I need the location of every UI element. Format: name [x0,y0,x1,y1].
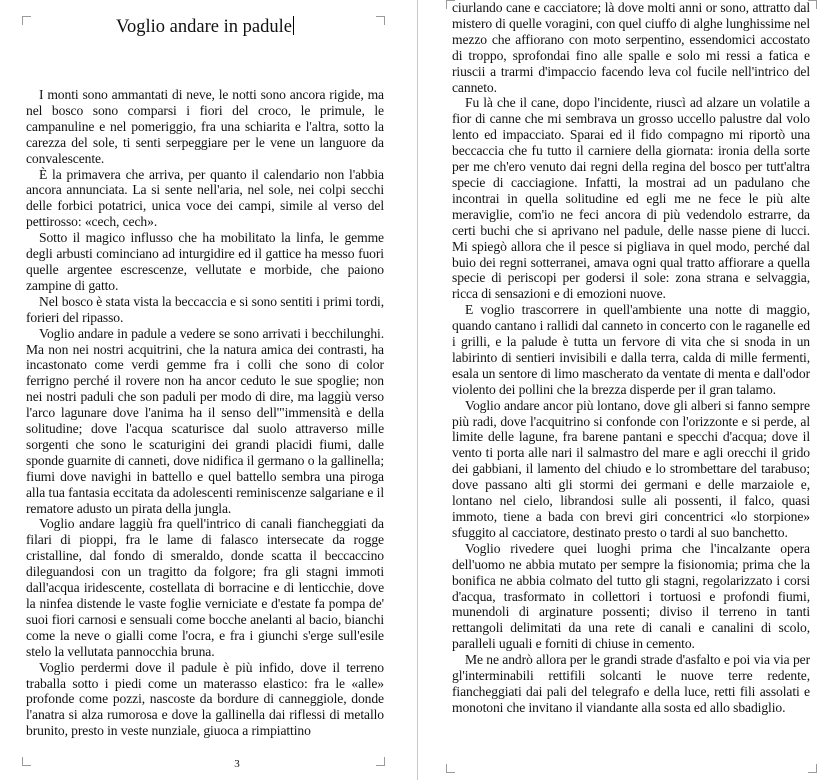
paragraph: Fu là che il cane, dopo l'incidente, riuscì ad alzare un volatile a fior di canne che mi sembrava un grosso uccello palustre dal volo lento ed impacciato. Sparai ed il fido compagno mi riportò una beccaccia che fu tutto il carniere della giornata: ironia della sorte per me ch'ero venuto dai regni della regina del bosco per tutt'altra specie di cacciagione. Infatti, la mostrai ad un padulano che incontrai in quella solitudine ed egli me ne fece le più alte meraviglie, com'io ne feci ancora di più vedendolo estrarre, da certi buchi che si aprivano nel padule, delle nasse piene di lucci. Mi spiegò allora che il pesce si pigliava in quel modo, perché dal buio dei regni sotterranei, amava ogni qual tratto affiorare a quella specie di periscopi per godersi il sole: zona strana e selvaggia, ricca di sensazioni e di emozioni nuove. [452,95,810,302]
paragraph: E voglio trascorrere in quell'ambiente una notte di maggio, quando cantano i rallidi dal canneto in concerto con le raganelle ed i grilli, e la palude è tutta un fervore di vita che si snoda in un labirinto di sentieri invisibili e dalla terra, calda di mille fermenti, esala un sentore di limo mascherato da ventate di menta e dall'odor violento dei pollini che la brezza disperde per il gran talamo. [452,302,810,397]
paragraph: I monti sono ammantati di neve, le notti sono ancora rigide, ma nel bosco sono comparsi i fiori del croco, le primule, le campanuline e nel pomeriggio, fra una schiarita e l'altra, sotto la carezza del sole, ti senti serpeggiare per le vene un languore da convalescente. [26,87,384,166]
paragraph: È la primavera che arriva, per quanto il calendario non l'abbia ancora annunciata. La si sente nell'aria, nel sole, nei colpi secchi delle forbici potatrici, unica voce dei campi, simile al verso del pettirosso: «cech, cech». [26,166,384,230]
text-cursor [293,16,294,35]
paragraph: Sotto il magico influsso che ha mobilitato la linfa, le gemme degli arbusti cominciano ad inturgidire ed il gattice ha messo fuori quelle argentee escrescenze, vellutate e morbide, che paiono zampine di gatto. [26,230,384,293]
paragraph: Voglio rivedere quei luoghi prima che l'incalzante opera dell'uomo ne abbia mutato per sempre la fisionomia; prima che la bonifica ne abbia colmato del tutto gli stagni, regolarizzato i corsi d'acqua, trasformato in collettori i tortuosi e profondi fiumi, munendoli di arginature possenti; diviso il terreno in tanti rettangoli delimitati da una rete di canali e canalini di scolo, paralleli uguali e forniti di chiuse in cemento. [452,540,810,652]
page-number: 3 [234,758,240,770]
paragraph: Voglio andare laggiù fra quell'intrico di canali fiancheggiati da filari di pioppi, fra le lame di falasco intersecate da rogge cristalline, dal fondo di smeraldo, donde scatta il beccaccino dileguandosi con un tragitto da folgore; fra gli stagni immoti dall'acqua iridescente, costellata di borracine e di lenticchie, dove la ninfea distende le vaste foglie verniciate e d'estate fa pompa de' suoi fiori carnosi e sensuali come bocche anelanti al bacio, bianchi come la neve o gialli come l'ocra, e fra i giunchi s'erge sull'esile stelo la vellutata pannocchia bruna. [26,516,384,659]
margin-corner-mark [808,764,817,773]
paragraph: Voglio perdermi dove il padule è più infido, dove il terreno traballa sotto i piedi come un materasso elastico: fra le «alle» profonde come pozzi, nascoste da bordure di canneggiole, donde l'anatra si alza rumorosa e dove la gallinella dai riflessi di metallo brunito, presto in veste nunziale, giuoca a rimpiattino [26,659,384,739]
paragraph: Voglio andare in padule a vedere se sono arrivati i becchilunghi. Ma non nei nostri acquitrini, che la natura amica dei contrasti, ha incastonato come verdi gemme fra i colli che sono di color ferrigno perché il rovere non ha ancor ceduto le sue spoglie; non nei nostri paduli che son paduli per modo di dire, ma laggiù verso l'arco lagunare dove l'anima ha il senso dell'"immensità e della solitudine; dove l'acqua scaturisce dal suolo attraverso mille sorgenti che sono le scaturigini dei grandi placidi fiumi, dalle sponde guarnite di canneti, dove nidifica il germano o la gallinella; fiumi dove navighi in battello e quel battello sembra una piroga alla tua fantasia eccitata da adolescenti reminiscenze salgariane e il rematore adusto un pirata della jungla. [26,325,384,516]
right-text-column[interactable] [452,0,810,716]
margin-corner-mark [446,764,455,773]
document-title[interactable] [0,16,410,38]
paragraph: Voglio andare ancor più lontano, dove gli alberi si fanno sempre più radi, dove l'acquitrino si confonde con l'orizzonte e si perde, al limite delle lagune, fra barene pantani e specchi d'acqua; dove il vento ti porta alle nari il salmastro del mare e agli orecchi il grido dei gabbiani, il lamento del chiudo e lo strombettare del tarabuso; dove passano alti gli stormi dei germani e delle marzaiole e, lontano nel cielo, librandosi sulle ali possenti, il falco, quasi immoto, tiene a bada con brevi giri concentrici «lo storpione» sfuggito al cacciatore, destinato presto o tardi al suo banchetto. [452,397,810,540]
left-text-column[interactable] [26,87,384,739]
paragraph: Me ne andrò allora per le grandi strade d'asfalto e poi via via per gl'interminabili rettifili solcanti le nuove terre redente, fiancheggiati dai pali del telegrafo e della luce, retti fili assolati e monotoni che invitano il viandante alla sosta ed allo sbadiglio. [452,652,810,715]
document-title-text: Voglio andare in padule [116,17,292,37]
paragraph-continued: ciurlando cane e cacciatore; là dove molti anni or sono, attratto dal mistero di quelle voragini, con quel ciuffo di alghe lunghissime nel mezzo che affiorano con moto serpentino, essendomici accostato di troppo, sprofondai fino alle spalle e solo mi ressi a fatica e riuscii a trarmi d'impaccio facendo leva col fucile nell'intrico del canneto. [452,0,811,95]
paragraph: Nel bosco è stata vista la beccaccia e si sono sentiti i primi tordi, forieri del ripasso. [26,293,384,325]
right-page [418,0,824,780]
